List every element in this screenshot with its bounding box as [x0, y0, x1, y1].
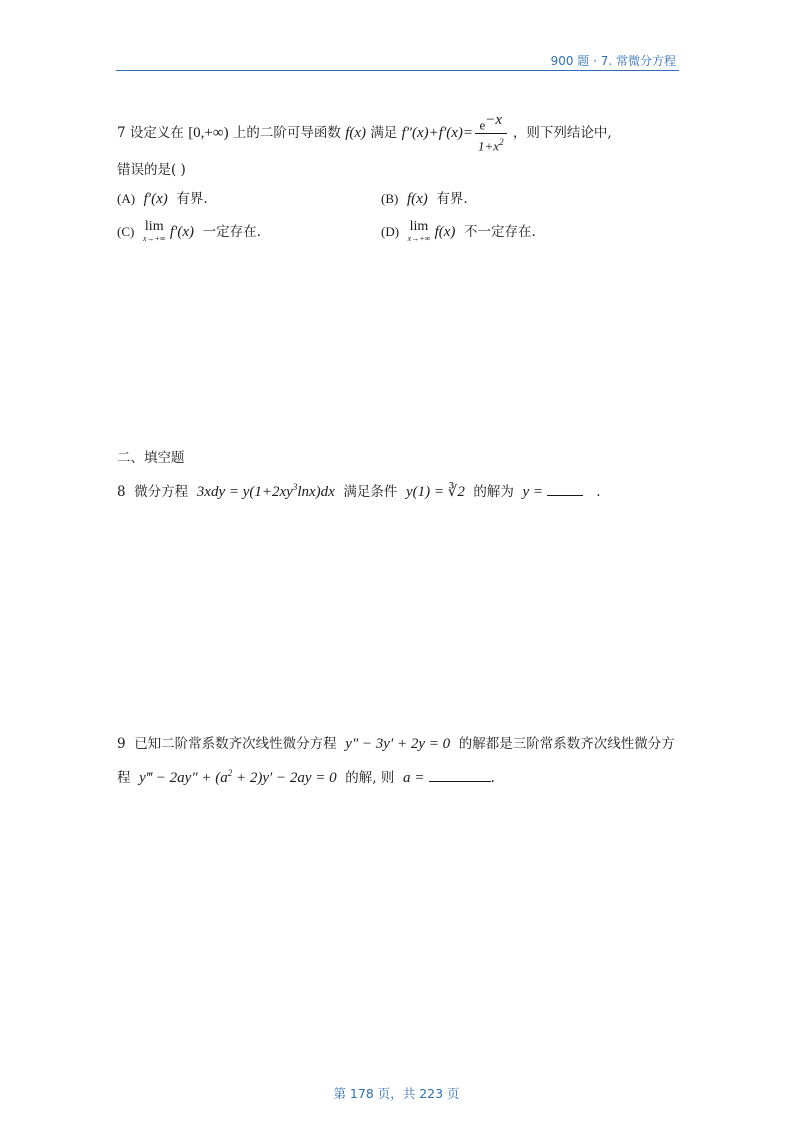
q9-equation-1: y″ − 3y′ + 2y = 0: [345, 736, 451, 752]
q7-interval: [0,+∞): [188, 124, 229, 141]
q8-equation: $3xdy = y(1+2xy^3\ln x)dx$: [196, 482, 335, 500]
q7-line2: 错误的是( ): [117, 162, 186, 178]
q7-frac-num: $e^{-x}$: [475, 112, 507, 134]
q9-line2: 程 y‴ − $2ay'' + (a^2 + 2)y' - 2ay = 0$ 的解, 则 a = .: [117, 768, 495, 786]
q7-text-b: 上的二阶可导函数: [232, 124, 341, 141]
q7-choice-c: (C) lim x→+∞ f′(x) 一定存在.: [117, 218, 261, 243]
q7-choice-b: (B) f(x) 有界.: [381, 191, 468, 207]
q7-choice-a: (A) f′(x) 有界.: [117, 191, 208, 207]
q9-answer-blank[interactable]: [429, 768, 491, 782]
page-footer: 第 178 页，共 223 页: [333, 1086, 460, 1101]
q9-line1: 9 已知二阶常系数齐次线性微分方程 y″ − 3y′ + 2y = 0 的解都是三阶常系数齐次线性微分方: [117, 736, 675, 752]
q7-choice-d: (D) lim x→+∞ f(x) 不一定存在.: [381, 218, 536, 243]
q7-frac-den: $1+x^2$: [478, 137, 504, 154]
header-divider: [116, 70, 679, 71]
q7-d-lim: lim x→+∞: [407, 218, 431, 243]
q7-line1: [117, 112, 612, 155]
section-title: 二、填空题: [117, 450, 185, 466]
q7-text-c: 满足: [370, 124, 398, 141]
q8-line: 8 微分方程 $3xdy = y(1+2xy^3\ln x)dx$ 满足条件 y(1) = ∛2 的解为 y = .: [117, 482, 601, 500]
q7-fraction: [475, 112, 507, 155]
q7-lhs: f″(x)+f′(x)=: [401, 124, 474, 141]
q7-fx: f(x): [345, 124, 367, 141]
q7-c-lim: lim x→+∞: [142, 218, 166, 243]
q7-text-d: ，则下列结论中,: [512, 124, 612, 141]
q7-number: 7: [117, 124, 126, 141]
q8-condition: y(1) = ∛2: [405, 484, 465, 500]
q8-answer-blank[interactable]: [547, 482, 583, 496]
page-header: 900 题 · 7. 常微分方程: [550, 54, 676, 68]
q9-equation-2: y‴ − $2ay'' + (a^2 + 2)y' - 2ay = 0$: [139, 768, 337, 786]
q7-text-a: 设定义在: [129, 124, 184, 141]
